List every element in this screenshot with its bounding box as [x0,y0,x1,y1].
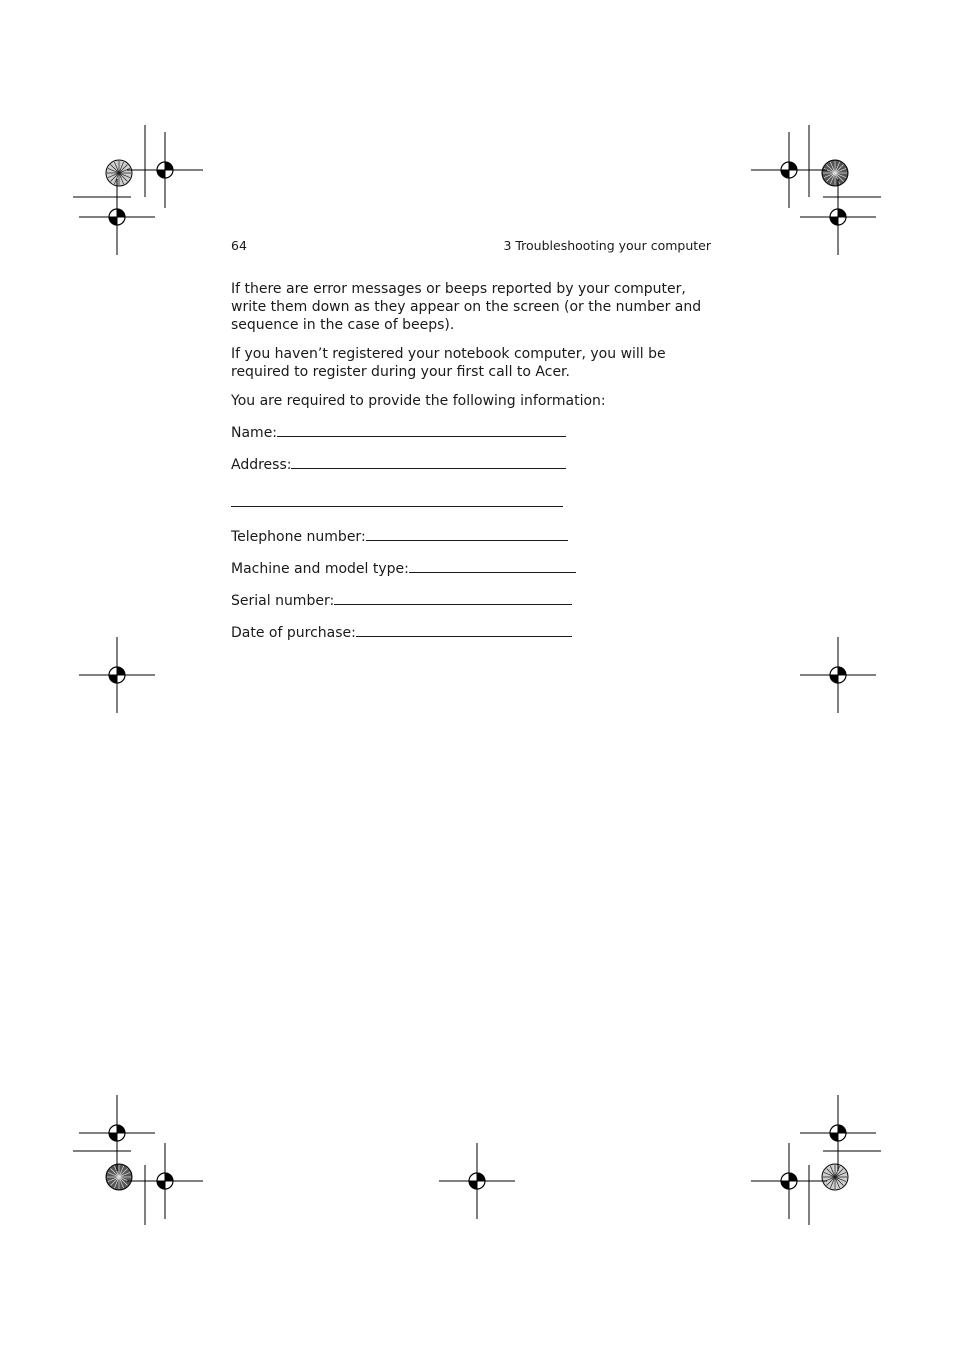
address-label: Address: [231,457,292,473]
paragraph-error-messages: If there are error messages or beeps reported by your computer, write them down as they appear on the screen (or the number and sequence in the case of beeps). [231,281,702,333]
paragraph-required-info: You are required to provide the following information: [231,393,606,409]
telephone-blank-line [366,525,568,541]
address-blank-line [291,453,566,469]
page-body [231,280,711,653]
name-field [231,421,711,442]
page-number: 64 [231,238,247,253]
serial-field [231,589,711,610]
purchase-date-field [231,621,711,642]
purchase-date-blank-line [356,621,572,637]
name-label: Name: [231,425,278,441]
address-second-line [231,485,711,514]
telephone-label: Telephone number: [231,529,366,545]
chapter-title: 3 Troubleshooting your computer [503,238,711,253]
running-header [231,238,711,254]
purchase-date-label: Date of purchase: [231,625,356,641]
address-blank-line-2 [231,485,563,507]
telephone-field [231,525,711,546]
name-blank-line [277,421,566,437]
machine-model-field [231,557,711,578]
address-field [231,453,711,474]
paragraph-registration: If you haven’t registered your notebook computer, you will be required to register during your first call to Acer. [231,346,666,380]
machine-model-label: Machine and model type: [231,561,409,577]
serial-label: Serial number: [231,593,335,609]
machine-model-blank-line [409,557,576,573]
serial-blank-line [334,589,572,605]
